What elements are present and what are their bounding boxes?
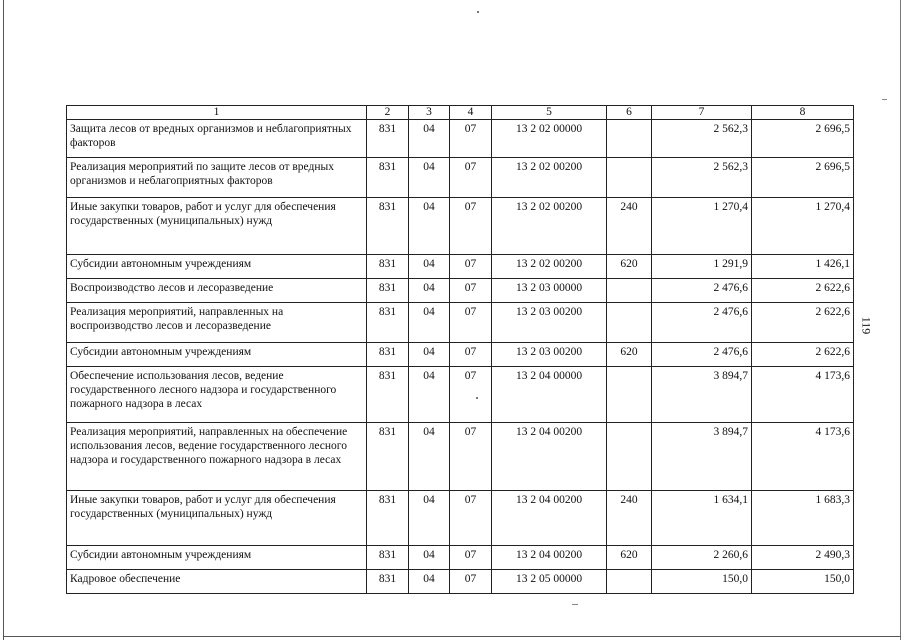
row-name: Кадровое обеспечение: [67, 570, 367, 594]
cell-target-article: 13 2 03 00000: [492, 279, 607, 303]
cell-subsection: 07: [450, 198, 492, 255]
cell-amount-8: 2 696,5: [752, 120, 854, 158]
cell-amount-8: 2 696,5: [752, 158, 854, 198]
cell-amount-7: 2 476,6: [652, 303, 752, 343]
cell-chapter: 831: [367, 279, 409, 303]
table-row: [67, 546, 854, 570]
scan-edge-right: [900, 0, 901, 640]
cell-expense-type: [607, 303, 652, 343]
scan-edge-left: [3, 0, 4, 640]
budget-table: [66, 105, 854, 594]
scan-edge-bottom: [3, 636, 901, 637]
cell-target-article: 13 2 02 00200: [492, 158, 607, 198]
cell-expense-type: [607, 367, 652, 423]
row-name: Реализация мероприятий, направленных на воспроизводство лесов и лесоразведение: [67, 303, 367, 343]
table-row: [67, 367, 854, 423]
cell-section: 04: [409, 491, 450, 546]
cell-expense-type: [607, 423, 652, 491]
cell-expense-type: [607, 279, 652, 303]
cell-amount-8: 4 173,6: [752, 423, 854, 491]
cell-amount-7: 2 476,6: [652, 343, 752, 367]
cell-expense-type: 240: [607, 491, 652, 546]
table-row: [67, 423, 854, 491]
header-cell: 2: [367, 106, 409, 120]
cell-amount-7: 150,0: [652, 570, 752, 594]
cell-chapter: 831: [367, 423, 409, 491]
cell-amount-8: 150,0: [752, 570, 854, 594]
cell-amount-7: 1 291,9: [652, 255, 752, 279]
cell-amount-7: 3 894,7: [652, 367, 752, 423]
cell-expense-type: 240: [607, 198, 652, 255]
table-row: [67, 570, 854, 594]
table-row: [67, 279, 854, 303]
cell-subsection: 07: [450, 255, 492, 279]
cell-amount-8: 2 622,6: [752, 279, 854, 303]
cell-subsection: 07: [450, 303, 492, 343]
cell-target-article: 13 2 04 00200: [492, 423, 607, 491]
row-name: Субсидии автономным учреждениям: [67, 255, 367, 279]
row-name: Обеспечение использования лесов, ведение государственного лесного надзора и государственного пожарного надзора в лесах: [67, 367, 367, 423]
cell-chapter: 831: [367, 255, 409, 279]
cell-section: 04: [409, 158, 450, 198]
row-name: Иные закупки товаров, работ и услуг для обеспечения государственных (муниципальных) нужд: [67, 491, 367, 546]
table-row: [67, 303, 854, 343]
cell-target-article: 13 2 03 00200: [492, 343, 607, 367]
cell-chapter: 831: [367, 570, 409, 594]
cell-section: 04: [409, 255, 450, 279]
cell-amount-8: 1 426,1: [752, 255, 854, 279]
cell-target-article: 13 2 03 00200: [492, 303, 607, 343]
header-cell: 3: [409, 106, 450, 120]
cell-amount-7: 3 894,7: [652, 423, 752, 491]
cell-amount-8: 4 173,6: [752, 367, 854, 423]
cell-amount-8: 2 622,6: [752, 303, 854, 343]
cell-subsection: 07: [450, 158, 492, 198]
header-row: [67, 106, 854, 120]
cell-target-article: 13 2 02 00200: [492, 198, 607, 255]
cell-amount-7: 2 562,3: [652, 120, 752, 158]
cell-section: 04: [409, 303, 450, 343]
cell-expense-type: [607, 158, 652, 198]
cell-amount-8: 2 490,3: [752, 546, 854, 570]
cell-chapter: 831: [367, 303, 409, 343]
row-name: Реализация мероприятий, направленных на обеспечение использования лесов, ведение государственного лесного надзора и государственного пожарного надзора в лесах: [67, 423, 367, 491]
table-row: [67, 255, 854, 279]
cell-subsection: 07: [450, 491, 492, 546]
cell-amount-7: 2 476,6: [652, 279, 752, 303]
cell-chapter: 831: [367, 198, 409, 255]
cell-amount-7: 1 634,1: [652, 491, 752, 546]
cell-amount-7: 1 270,4: [652, 198, 752, 255]
cell-expense-type: 620: [607, 546, 652, 570]
cell-chapter: 831: [367, 491, 409, 546]
cell-amount-8: 1 270,4: [752, 198, 854, 255]
cell-section: 04: [409, 120, 450, 158]
cell-target-article: 13 2 04 00000: [492, 367, 607, 423]
row-name: Субсидии автономным учреждениям: [67, 343, 367, 367]
cell-chapter: 831: [367, 158, 409, 198]
cell-expense-type: [607, 570, 652, 594]
row-name: Реализация мероприятий по защите лесов от вредных организмов и неблагоприятных факторов: [67, 158, 367, 198]
scan-speck: [572, 604, 578, 605]
cell-target-article: 13 2 04 00200: [492, 491, 607, 546]
scan-speck: [477, 11, 479, 13]
cell-subsection: 07: [450, 546, 492, 570]
cell-amount-8: 1 683,3: [752, 491, 854, 546]
header-cell: 4: [450, 106, 492, 120]
cell-target-article: 13 2 02 00200: [492, 255, 607, 279]
header-cell: 5: [492, 106, 607, 120]
cell-target-article: 13 2 05 00000: [492, 570, 607, 594]
cell-section: 04: [409, 198, 450, 255]
table-row: [67, 120, 854, 158]
cell-section: 04: [409, 279, 450, 303]
cell-subsection: 07: [450, 367, 492, 423]
table-row: [67, 491, 854, 546]
cell-amount-8: 2 622,6: [752, 343, 854, 367]
scan-speck: [882, 99, 887, 100]
cell-subsection: 07: [450, 343, 492, 367]
cell-section: 04: [409, 570, 450, 594]
header-cell: 6: [607, 106, 652, 120]
row-name: Защита лесов от вредных организмов и неблагоприятных факторов: [67, 120, 367, 158]
header-cell: 8: [752, 106, 854, 120]
cell-chapter: 831: [367, 343, 409, 367]
cell-section: 04: [409, 367, 450, 423]
cell-subsection: 07: [450, 570, 492, 594]
cell-subsection: 07: [450, 423, 492, 491]
cell-target-article: 13 2 02 00000: [492, 120, 607, 158]
row-name: Воспроизводство лесов и лесоразведение: [67, 279, 367, 303]
cell-chapter: 831: [367, 367, 409, 423]
table-row: [67, 343, 854, 367]
cell-target-article: 13 2 04 00200: [492, 546, 607, 570]
cell-subsection: 07: [450, 279, 492, 303]
cell-chapter: 831: [367, 120, 409, 158]
cell-subsection: 07: [450, 120, 492, 158]
page-number: 119: [859, 316, 874, 335]
cell-amount-7: 2 260,6: [652, 546, 752, 570]
cell-expense-type: 620: [607, 343, 652, 367]
row-name: Иные закупки товаров, работ и услуг для обеспечения государственных (муниципальных) нужд: [67, 198, 367, 255]
cell-section: 04: [409, 546, 450, 570]
cell-chapter: 831: [367, 546, 409, 570]
table-row: [67, 158, 854, 198]
header-cell: 7: [652, 106, 752, 120]
table-row: [67, 198, 854, 255]
header-cell: 1: [67, 106, 367, 120]
row-name: Субсидии автономным учреждениям: [67, 546, 367, 570]
cell-section: 04: [409, 423, 450, 491]
cell-expense-type: [607, 120, 652, 158]
cell-expense-type: 620: [607, 255, 652, 279]
cell-amount-7: 2 562,3: [652, 158, 752, 198]
cell-section: 04: [409, 343, 450, 367]
